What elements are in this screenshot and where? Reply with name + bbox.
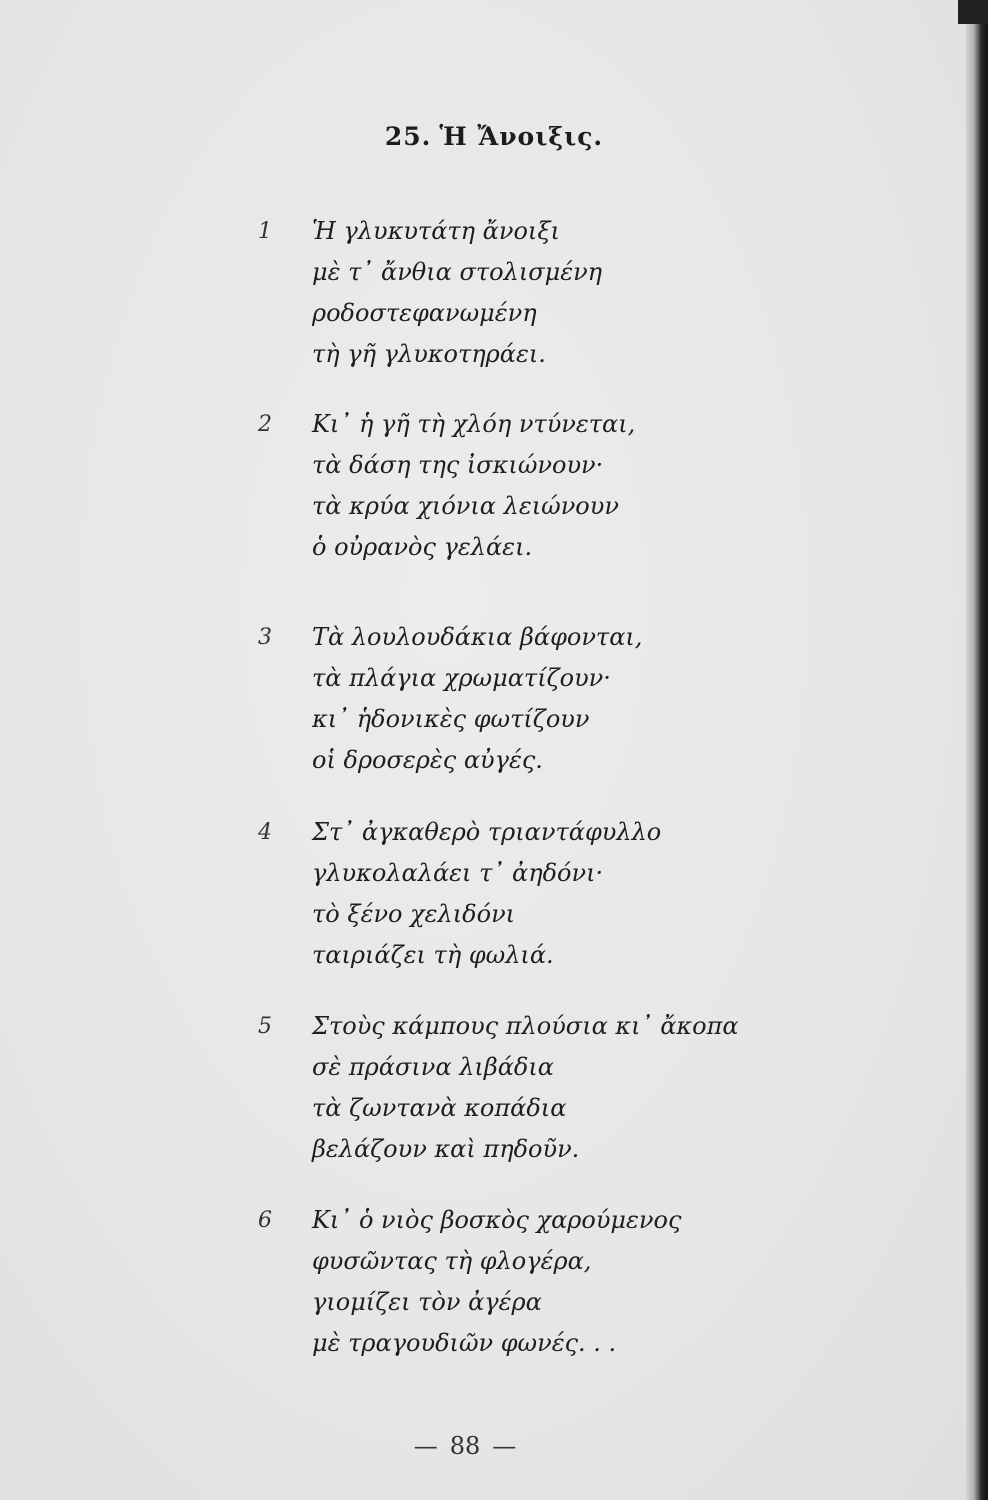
page-corner-shadow — [958, 0, 988, 24]
verse-line: ροδοστεφανωμένη — [312, 299, 537, 327]
stanza-lines — [312, 1006, 739, 1170]
poem-number: 25. — [384, 122, 432, 151]
verse-line: τὸ ξένο χελιδόνι — [312, 900, 516, 928]
verse-line: φυσῶντας τὴ φλογέρα, — [312, 1247, 592, 1275]
verse-line: ὁ οὐρανὸς γελάει. — [312, 533, 533, 561]
verse-line: Τὰ λουλουδάκια βάφονται, — [312, 623, 643, 651]
poem-title — [0, 122, 988, 151]
verse-line: σὲ πράσινα λιβάδια — [312, 1053, 554, 1081]
stanza-lines — [312, 812, 661, 976]
verse-line: κι᾽ ἡδονικὲς φωτίζουν — [312, 705, 590, 733]
stanza-number: 2 — [258, 412, 272, 437]
page-edge-shadow — [966, 0, 988, 1500]
stanza-number: 3 — [258, 625, 272, 650]
footer-dash-left: — — [413, 1432, 438, 1460]
stanza-number: 1 — [258, 219, 272, 244]
poem-title-text: Ἡ Ἄνοιξις. — [439, 122, 604, 151]
stanza-lines — [312, 211, 602, 375]
verse-line: μὲ τραγουδιῶν φωνές. . . — [312, 1329, 617, 1357]
verse-line: Κι᾽ ὁ νιὸς βοσκὸς χαρούμενος — [312, 1206, 682, 1234]
verse-line: ταιριάζει τὴ φωλιά. — [312, 941, 554, 969]
stanza-number: 4 — [258, 820, 272, 845]
stanza-number: 5 — [258, 1014, 272, 1039]
verse-line: Κι᾽ ἡ γῆ τὴ χλόη ντύνεται, — [312, 410, 636, 438]
page-number: 88 — [449, 1432, 481, 1460]
verse-line: γιομίζει τὸν ἀγέρα — [312, 1288, 542, 1316]
page-footer — [0, 1432, 930, 1460]
verse-line: τὰ δάση της ἰσκιώνουν· — [312, 451, 604, 479]
verse-line: Ἡ γλυκυτάτη ἄνοιξι — [312, 217, 560, 245]
stanza-lines — [312, 1200, 681, 1364]
verse-line: βελάζουν καὶ πηδοῦν. — [312, 1135, 580, 1163]
verse-line: Στοὺς κάμπους πλούσια κι᾽ ἄκοπα — [312, 1012, 739, 1040]
verse-line: τὴ γῆ γλυκοτηράει. — [312, 340, 546, 368]
verse-line: μὲ τ᾽ ἄνθια στολισμένη — [312, 258, 603, 286]
verse-line: Στ᾽ ἀγκαθερὸ τριαντάφυλλο — [312, 818, 662, 846]
verse-line: γλυκολαλάει τ᾽ ἀηδόνι· — [312, 859, 604, 887]
verse-line: τὰ κρύα χιόνια λειώνουν — [312, 492, 619, 520]
stanza-lines — [312, 617, 642, 781]
verse-line: τὰ ζωντανὰ κοπάδια — [312, 1094, 567, 1122]
verse-line: οἱ δροσερὲς αὐγές. — [312, 746, 543, 774]
verse-line: τὰ πλάγια χρωματίζουν· — [312, 664, 611, 692]
stanza-number: 6 — [258, 1208, 272, 1233]
stanza-lines — [312, 404, 635, 568]
footer-dash-right: — — [492, 1432, 517, 1460]
